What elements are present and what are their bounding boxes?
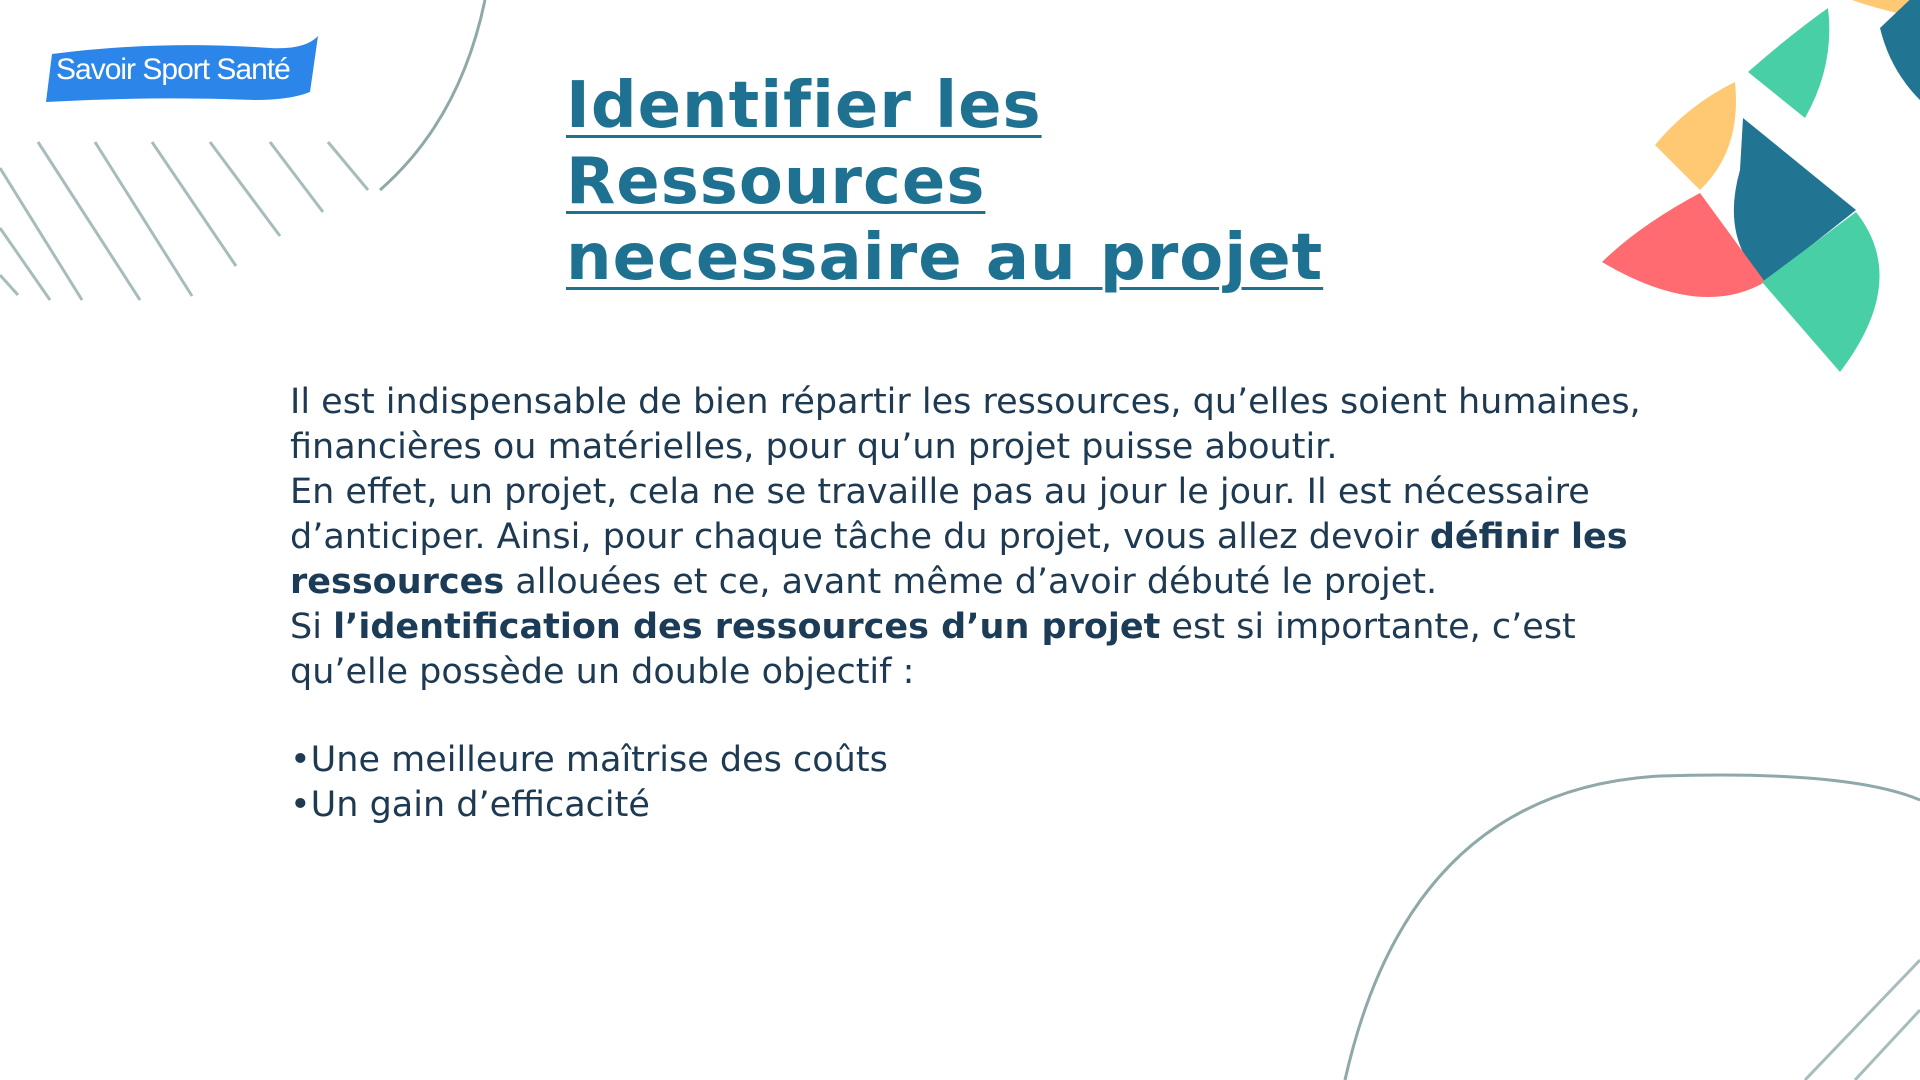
- bottom-right-stripes-icon: [1805, 960, 1920, 1080]
- diagonal-stripes-icon: [0, 142, 368, 300]
- paragraph-1: Il est indispensable de bien répartir les ressources, qu’elles soient humaines, financières ou matérielles, pour qu’un projet puisse aboutir.: [290, 382, 1641, 467]
- top-left-arc-icon: [380, 0, 485, 190]
- title-line-1: Identifier les Ressources: [566, 69, 1042, 219]
- body-text: [290, 380, 1650, 828]
- paragraph-3: [290, 605, 1650, 695]
- paragraph-3-start: Si: [290, 607, 334, 647]
- logo: Savoir Sport Santé: [56, 53, 290, 86]
- decorative-petal-shapes-icon: [1602, 0, 1920, 372]
- spacer: [290, 695, 1650, 738]
- paragraph-2-end: allouées et ce, avant même d’avoir débuté le projet.: [504, 562, 1438, 602]
- page-title: [566, 68, 1466, 296]
- title-line-2: necessaire au projet: [566, 221, 1324, 295]
- bullet-item-2: •Un gain d’efficacité: [290, 785, 650, 825]
- paragraph-2-start: En effet, un projet, cela ne se travaille pas au jour le jour. Il est nécessaire d’anticiper. Ainsi, pour chaque tâche du projet, vous allez devoir: [290, 472, 1590, 557]
- paragraph-2: [290, 470, 1650, 605]
- paragraph-2-bold: définir les ressources: [290, 517, 1628, 602]
- bullet-item-1: •Une meilleure maîtrise des coûts: [290, 740, 888, 780]
- paragraph-3-bold: l’identification des ressources d’un projet: [333, 607, 1161, 647]
- paragraph-3-end: est si importante, c’est qu’elle possède un double objectif :: [290, 607, 1576, 692]
